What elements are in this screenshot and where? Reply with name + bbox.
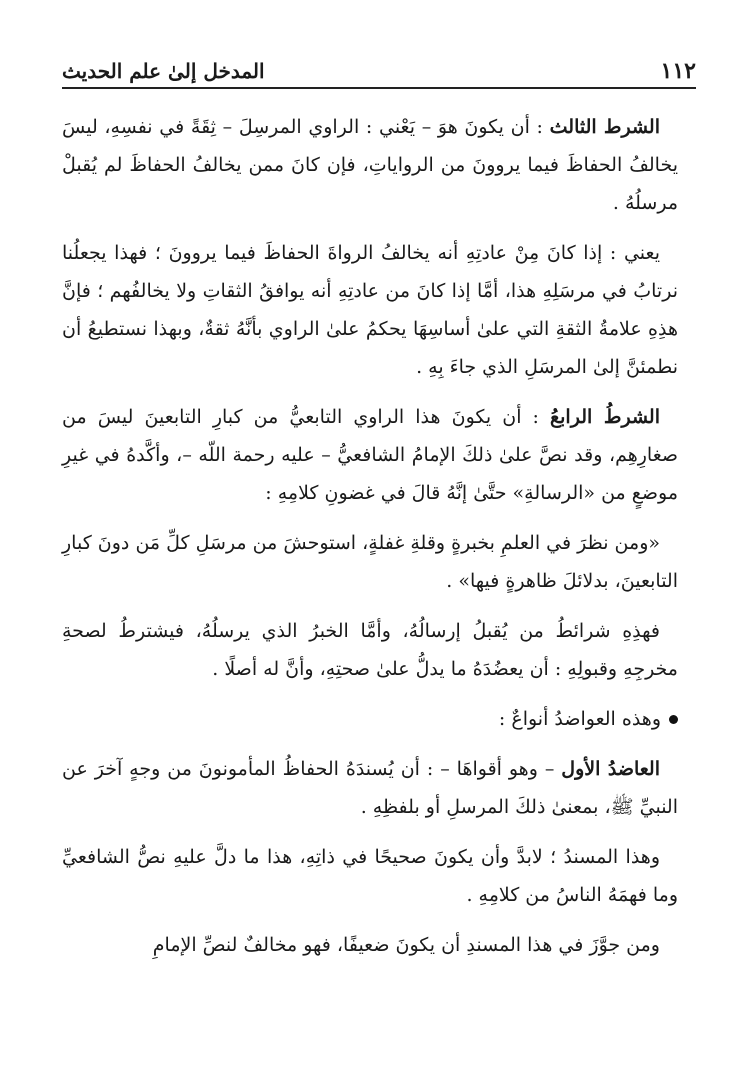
- paragraph-text: يعني : إذا كانَ مِنْ عادتِهِ أنه يخالفُ الرواةَ الحفاظَ فيما يروونَ ؛ فهذا يجعلُنا نرتابُ في مرسَلِهِ هذا، أمَّا إذا كانَ من عادتِهِ أنه يوافقُ الثقاتِ ولا يخالفُهم ؛ فإنَّ هذِهِ علامةُ الثقةِ التي علىٰ أساسِهَا يحكمُ علىٰ الراوي بأنَّهُ ثقةٌ، وبهذا نستطيعُ أن نطمئنَّ إلىٰ المرسَلِ الذي جاءَ بِهِ .: [62, 242, 678, 378]
- bullet-icon: [669, 715, 678, 724]
- running-title: المدخل إلىٰ علم الحديث: [62, 59, 265, 83]
- paragraph: [62, 398, 678, 512]
- paragraph-text: – وهو أقواهَا – : أن يُسندَهُ الحفاظُ المأمونونَ من وجهٍ آخرَ عن النبيِّ ﷺ، بمعنىٰ ذلكَ المرسلِ أو بلفظِهِ .: [62, 758, 678, 818]
- bullet-item: [62, 700, 678, 738]
- page-header: [62, 55, 696, 89]
- paragraph-text: وهذا المسندُ ؛ لابدَّ وأن يكونَ صحيحًا في ذاتِهِ، هذا ما دلَّ عليهِ نصُّ الشافعيِّ وما فهمَهُ الناسُ من كلامِهِ .: [62, 846, 678, 906]
- paragraph: [62, 926, 678, 964]
- paragraph: [62, 750, 678, 826]
- paragraph: [62, 838, 678, 914]
- bullet-text: وهذه العواضدُ أنواعٌ :: [498, 708, 661, 730]
- paragraph-lead: الشرط الثالث: [549, 116, 660, 138]
- paragraph-lead: الشرطُ الرابعُ: [550, 406, 660, 428]
- paragraph-text: ومن جوَّزَ في هذا المسندِ أن يكونَ ضعيفًا، فهو مخالفٌ لنصِّ الإمامِ: [152, 934, 660, 956]
- paragraph: [62, 108, 678, 222]
- paragraph-lead: العاضدُ الأول: [561, 758, 661, 780]
- paragraph-text: فهذِهِ شرائطُ من يُقبلُ إرسالُهُ، وأمَّا الخبرُ الذي يرسلُهُ، فيشترطُ لصحةِ مخرجِهِ وقبولِهِ : أن يعضُدَهُ ما يدلُّ علىٰ صحتِهِ، وأنَّ له أصلًا .: [62, 620, 678, 680]
- paragraph: [62, 234, 678, 386]
- quote-paragraph: [62, 524, 678, 600]
- paragraph-text: : أن يكونَ هذا الراوي التابعيُّ من كبارِ التابعينَ ليسَ من صغارِهِم، وقد نصَّ علىٰ ذلكَ الإمامُ الشافعيُّ – عليه رحمة اللّه –، وأكَّدهُ في غيرِ موضعٍ من «الرسالةِ» حتَّىٰ إنَّهُ قالَ في غضونِ كلامِهِ :: [62, 406, 678, 504]
- paragraph-text: «ومن نظرَ في العلمِ بخبرةٍ وقلةِ غفلةٍ، استوحشَ من مرسَلِ كلِّ مَن دونَ كبارِ التابعينَ، بدلائلَ ظاهرةٍ فيها» .: [62, 532, 678, 592]
- page-number: ١١٢: [660, 58, 696, 84]
- paragraph-text: : أن يكونَ هوَ – يَعْني : الراوي المرسِلَ – ثِقَةً في نفسِهِ، ليسَ يخالفُ الحفاظَ فيما يروونَ من الرواياتِ، فإن كانَ ممن يخالفُ الحفاظَ لم يُقبلْ مرسلُهُ .: [62, 116, 678, 214]
- body-text: [62, 108, 678, 976]
- paragraph: [62, 612, 678, 688]
